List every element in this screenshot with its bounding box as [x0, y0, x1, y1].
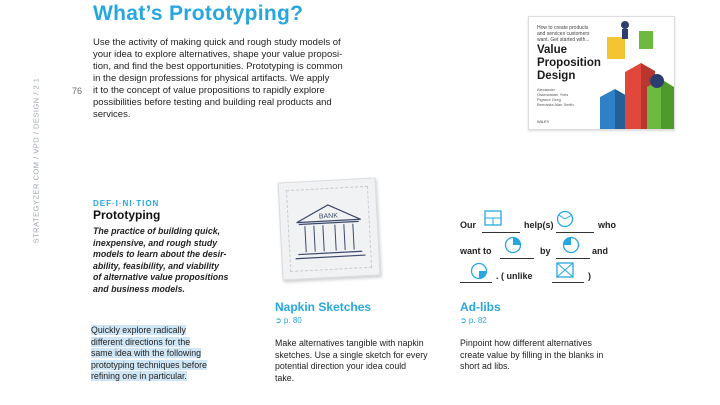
- bank-column: [335, 225, 336, 251]
- definition-line: ability, feasibility, and viability: [93, 260, 219, 271]
- napkin-page-ref: ➲ p. 80: [275, 316, 302, 325]
- canvas-square-icon: [484, 210, 502, 226]
- napkin-line: sketches. Use a single sketch for every: [275, 349, 428, 360]
- highlighted-line: refining one in particular.: [91, 371, 187, 381]
- intro-paragraph: [93, 37, 353, 121]
- canvas-circle-icon: [556, 210, 574, 228]
- napkin-text: [275, 338, 450, 384]
- intro-line: possibilities before testing and building real products and: [93, 97, 332, 108]
- definition-line: of alternative value propositions: [93, 272, 229, 282]
- book-illustration: [595, 17, 674, 129]
- definition-line: inexpensive, and rough study: [93, 237, 218, 248]
- book-subtitle: How to create products and services customers want. Get started with...: [537, 25, 590, 43]
- book-block-yellow: [607, 37, 625, 59]
- adlibs-line: Pinpoint how different alternatives: [460, 338, 592, 348]
- adlib-blank: [556, 232, 594, 233]
- intro-line: it to the concept of value propositions to rapidly explore: [93, 85, 325, 96]
- bank-column: [323, 225, 324, 251]
- bank-step: [296, 255, 366, 259]
- canvas-square-icon: [556, 262, 574, 278]
- canvas-circle-icon: [470, 262, 488, 280]
- intro-line: in the design professions for physical artifacts. We apply: [93, 73, 330, 84]
- intro-line: services.: [93, 109, 131, 120]
- adlib-word: ): [588, 271, 591, 281]
- adlib-blank: [556, 258, 590, 259]
- bank-base: [298, 251, 362, 254]
- definition-line: models to learn about the desir-: [93, 249, 227, 259]
- highlighted-line: Quickly explore radically: [91, 325, 186, 335]
- bank-sign: BANK: [318, 212, 339, 221]
- bank-column: [305, 226, 306, 252]
- canvas-circle-icon: [562, 236, 580, 254]
- definition-line: and business models.: [93, 283, 185, 294]
- intro-line: Use the activity of making quick and rough study models of: [93, 37, 341, 48]
- highlighted-line: different directions for the: [91, 336, 191, 347]
- book-title-line: Design: [537, 70, 576, 82]
- page-title: What’s Prototyping?: [93, 2, 304, 25]
- adlibs-page-ref: ➲ p. 82: [460, 316, 487, 325]
- book-title-line: Value: [537, 44, 568, 56]
- adlib-word: . ( unlike: [496, 271, 533, 281]
- canvas-circle-icon: [504, 236, 522, 254]
- quick-explore-text: [91, 325, 236, 383]
- book-figure-head: [621, 21, 629, 29]
- adlib-blank: [482, 232, 520, 233]
- adlib-blank: [460, 282, 492, 283]
- bank-column: [353, 224, 354, 250]
- napkin: [278, 177, 381, 280]
- intro-line: your idea to explore alternatives, shape your value proposi-: [93, 49, 343, 60]
- highlighted-line: same idea with the following: [91, 348, 202, 358]
- adlibs-title: Ad-libs: [460, 300, 501, 314]
- adlibs-line: short ad libs.: [460, 361, 510, 371]
- page-number: 76: [72, 86, 83, 96]
- definition-text: [93, 226, 273, 295]
- definition-line: The practice of building quick,: [93, 226, 221, 236]
- intro-line: tion, and find the best opportunities. Prototyping is common: [93, 61, 343, 72]
- book-title-line: Proposition: [537, 57, 601, 69]
- adlib-blank: [552, 282, 584, 283]
- napkin-line: potential direction your idea could: [275, 361, 407, 371]
- highlighted-line: prototyping techniques before: [91, 359, 207, 370]
- bank-building-sketch: [279, 178, 380, 279]
- book-authors: Alexander Osterwalder Yves Pigneur Greg Bernarda Alan Smith: [537, 87, 574, 107]
- adlib-word: and: [592, 246, 609, 256]
- napkin-sketch-image: [278, 178, 379, 279]
- book-bar-blue: [600, 89, 615, 129]
- book-block-green: [639, 31, 653, 49]
- adlib-word: want to: [460, 246, 492, 256]
- adlib-template: [460, 210, 680, 290]
- side-running-text: STRATEGYZER.COM / VPD / DESIGN / 2.1: [31, 77, 41, 244]
- book-publisher: WILEY: [537, 119, 550, 124]
- bank-column: [344, 224, 345, 250]
- book-bar-red: [625, 63, 641, 129]
- definition-label: DEF·I·NI·TION: [93, 199, 160, 208]
- adlibs-text: [460, 338, 640, 373]
- definition-term: Prototyping: [93, 208, 161, 222]
- adlibs-line: create value by filling in the blanks in: [460, 349, 604, 360]
- adlib-word: by: [540, 246, 551, 256]
- napkin-line: take.: [275, 372, 295, 383]
- adlib-word: Our: [460, 220, 477, 230]
- book-bar-green-side: [661, 79, 674, 129]
- book-cover-image: [528, 16, 675, 130]
- book-badge: [650, 74, 664, 88]
- bank-column: [314, 226, 315, 252]
- book-figure-body: [622, 29, 628, 39]
- napkin-title: Napkin Sketches: [275, 300, 372, 314]
- napkin-line: Make alternatives tangible with napkin: [275, 338, 424, 348]
- adlib-word: who: [598, 220, 616, 230]
- adlib-blank: [500, 258, 534, 259]
- adlib-word: help(s): [524, 220, 554, 230]
